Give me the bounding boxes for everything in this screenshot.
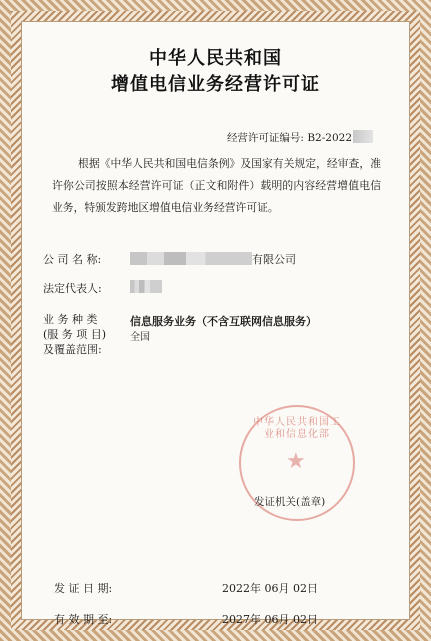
- seal-text: 中华人民共和国工业和信息化部: [253, 417, 341, 440]
- legal-representative-label: 法定代表人:: [43, 282, 102, 295]
- legal-representative: [130, 280, 162, 294]
- license-number: [227, 130, 373, 145]
- issue-date: 2022年 06月 02日: [222, 582, 318, 595]
- coverage-area: 全国: [130, 332, 150, 343]
- certificate-body-text: 根据《中华人民共和国电信条例》及国家有关规定，经审查，准许你公司按照本经营许可证（正文和附件）载明的内容经营增值电信业务，特颁发跨地区增值电信业务经营许可证。: [52, 157, 381, 214]
- issuing-authority: 发证机关(盖章): [254, 496, 326, 508]
- business-scope-label-line-3: 及覆盖范围:: [43, 343, 102, 356]
- seal-star-icon: ★: [286, 449, 306, 474]
- expiry-date: 2027年 06月 02日: [222, 613, 318, 626]
- certificate-title-country: 中华人民共和国: [149, 48, 282, 69]
- license-number-value: B2-2022: [307, 132, 352, 144]
- business-scope-label-line-1: 业 务 种 类: [43, 313, 98, 326]
- business-scope-label-line-2: (服 务 项 目): [43, 328, 107, 341]
- company-name-visible: 有限公司: [252, 253, 296, 266]
- expiry-date-label: 有 效 期 至:: [54, 613, 113, 626]
- certificate-paper: [21, 21, 410, 626]
- certificate-title: 增值电信业务经营许可证: [111, 74, 320, 95]
- license-number-label: 经营许可证编号:: [226, 132, 304, 144]
- service-type: 信息服务业务（不含互联网信息服务）: [130, 315, 317, 328]
- company-name-label: 公 司 名 称:: [43, 253, 102, 266]
- company-name-redaction: [130, 252, 252, 265]
- license-number-redaction: [353, 130, 373, 143]
- issue-date-label: 发 证 日 期:: [54, 582, 113, 595]
- business-scope-label: [43, 312, 106, 357]
- company-name: [130, 251, 296, 267]
- legal-representative-redaction: [130, 280, 162, 293]
